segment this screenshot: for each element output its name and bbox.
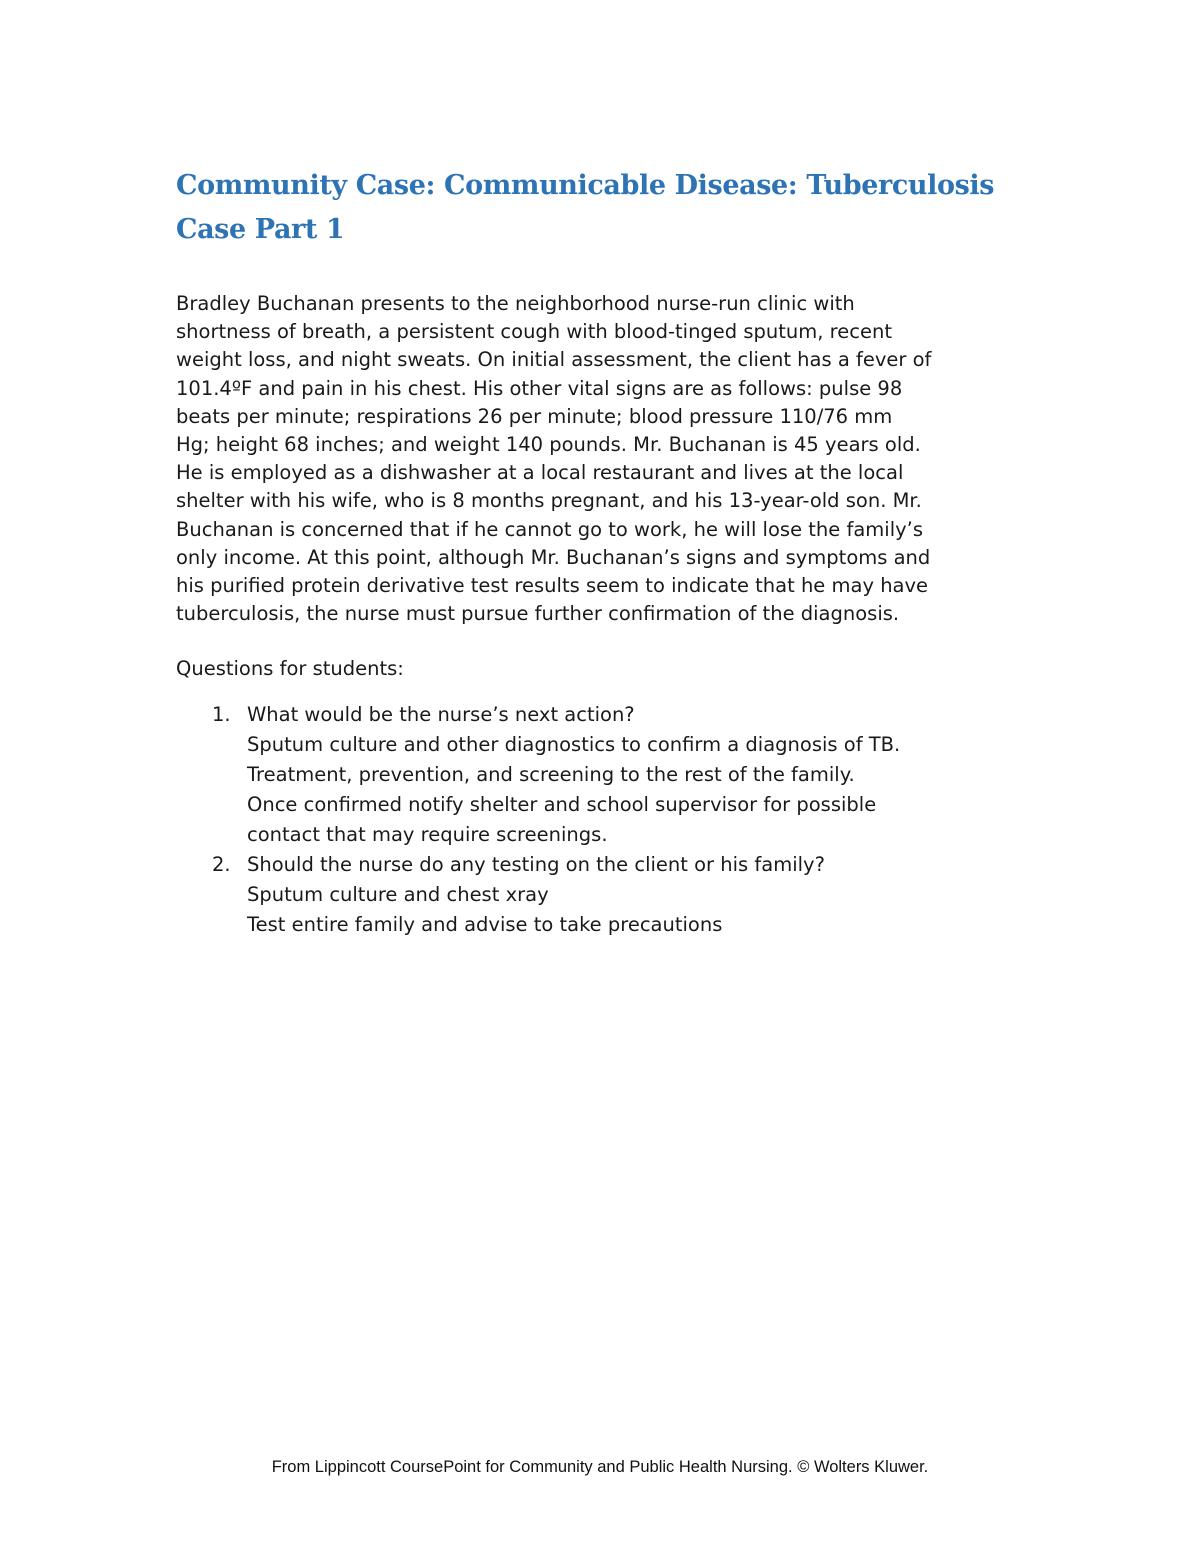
title-line: Community Case: Communicable Disease: Tuberculosis	[176, 170, 995, 201]
question-item	[176, 700, 1036, 850]
paragraph-line: He is employed as a dishwasher at a local restaurant and lives at the local	[176, 461, 904, 485]
case-paragraph	[176, 290, 1036, 628]
questions-list	[176, 700, 1036, 940]
paragraph-line: shelter with his wife, who is 8 months pregnant, and his 13-year-old son. Mr.	[176, 489, 922, 513]
answer-line: Treatment, prevention, and screening to the rest of the family.	[247, 762, 855, 786]
paragraph-line: his purified protein derivative test results seem to indicate that he may have	[176, 574, 929, 598]
question-number: 1.	[212, 702, 231, 726]
question-item	[176, 850, 1036, 940]
document-title	[176, 164, 1076, 252]
paragraph-line: only income. At this point, although Mr. Buchanan’s signs and symptoms and	[176, 545, 931, 569]
paragraph-line: beats per minute; respirations 26 per minute; blood pressure 110/76 mm	[176, 404, 893, 428]
answer-line: Once confirmed notify shelter and school supervisor for possible	[247, 792, 877, 816]
answer-line: Sputum culture and chest xray	[247, 882, 549, 906]
question-text: What would be the nurse’s next action?	[247, 702, 635, 726]
paragraph-line: Buchanan is concerned that if he cannot go to work, he will lose the family’s	[176, 517, 924, 541]
paragraph-line: Hg; height 68 inches; and weight 140 pounds. Mr. Buchanan is 45 years old.	[176, 433, 921, 457]
paragraph-line: shortness of breath, a persistent cough with blood-tinged sputum, recent	[176, 320, 892, 344]
page-footer: From Lippincott CoursePoint for Community and Public Health Nursing. © Wolters Kluwer.	[271, 1458, 929, 1476]
answer-line: Sputum culture and other diagnostics to confirm a diagnosis of TB.	[247, 732, 901, 756]
title-line: Case Part 1	[176, 214, 345, 245]
paragraph-line: Bradley Buchanan presents to the neighborhood nurse-run clinic with	[176, 292, 855, 315]
answer-line: contact that may require screenings.	[247, 822, 608, 846]
paragraph-line: tuberculosis, the nurse must pursue further confirmation of the diagnosis.	[176, 602, 900, 626]
answer-line: Test entire family and advise to take precautions	[247, 912, 723, 936]
questions-heading: Questions for students:	[176, 657, 404, 681]
question-text: Should the nurse do any testing on the client or his family?	[247, 852, 825, 876]
question-number: 2.	[212, 852, 231, 876]
document-body	[176, 290, 1036, 940]
paragraph-line: 101.4ºF and pain in his chest. His other vital signs are as follows: pulse 98	[176, 376, 903, 400]
paragraph-line: weight loss, and night sweats. On initial assessment, the client has a fever of	[176, 348, 932, 372]
